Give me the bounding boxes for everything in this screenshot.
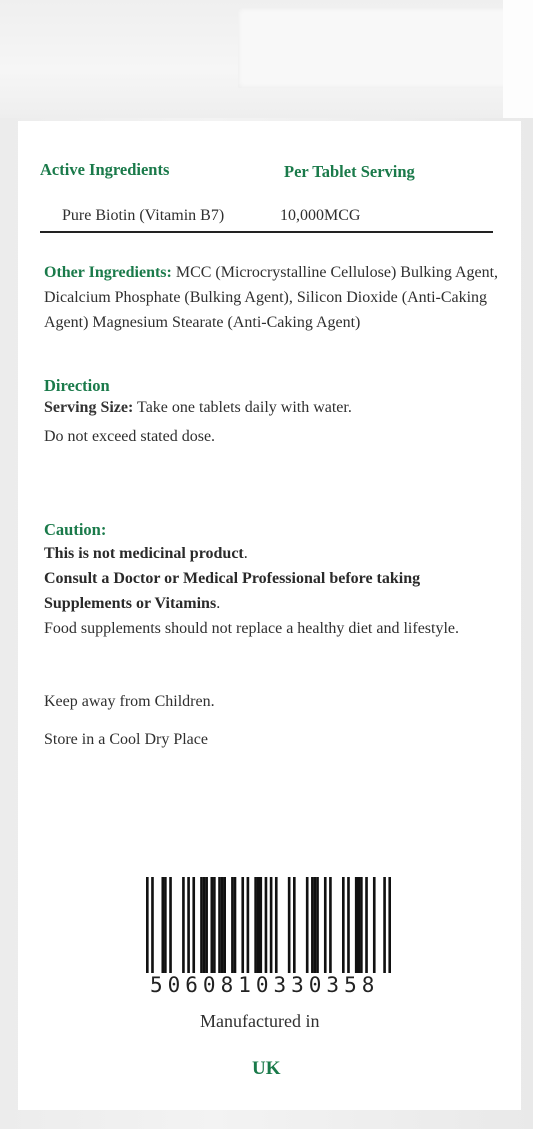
barcode-bar (169, 877, 172, 973)
barcode-bar (259, 877, 262, 973)
serving-size-label: Serving Size: (44, 399, 134, 416)
dose-warning: Do not exceed stated dose. (44, 428, 216, 445)
barcode-bar (241, 877, 244, 973)
other-ingredients-text: MCC (Microcrystalline Cellulose) Bulking Agent, Dicalcium Phosphate (Bulking Agent), Silicon Dioxide (Anti-Caking Agent) Magnesium Stearate (Anti-Caking Agent) (44, 264, 499, 331)
barcode-number: 5060810330358 (150, 973, 380, 997)
header-active-ingredients: Active Ingredients (40, 160, 170, 179)
barcode-bar (151, 877, 154, 973)
barcode-bar (257, 877, 260, 973)
barcode-bar (314, 877, 317, 973)
pouch-corner (503, 0, 533, 118)
barcode-bar (388, 877, 391, 973)
caution-line-1 (44, 545, 248, 563)
barcode-bar (270, 877, 273, 973)
barcode-bar (221, 877, 224, 973)
storage-note: Store in a Cool Dry Place (44, 731, 208, 748)
barcode-bar (311, 877, 314, 973)
barcode-bar (365, 877, 368, 973)
barcode-bar (182, 877, 185, 973)
barcode-bar (373, 877, 376, 973)
barcode-bar (146, 877, 149, 973)
barcode-bar (383, 877, 386, 973)
ingredient-amount: 10,000MCG (280, 207, 361, 224)
other-ingredients (44, 260, 506, 335)
barcode-bar (247, 877, 250, 973)
caution-line-1-tail: . (243, 545, 248, 562)
barcode-bar (218, 877, 221, 973)
other-ingredients-label: Other Ingredients: (44, 264, 172, 281)
barcode-bar (288, 877, 291, 973)
barcode-bar (316, 877, 319, 973)
barcode-bar (192, 877, 195, 973)
ingredient-name: Pure Biotin (Vitamin B7) (62, 207, 225, 224)
barcode-bar (187, 877, 190, 973)
barcode-bar (254, 877, 257, 973)
barcode-bar (329, 877, 332, 973)
table-divider (40, 231, 493, 233)
barcode-bar (213, 877, 216, 973)
barcode-bar (355, 877, 358, 973)
barcode-bar (223, 877, 226, 973)
keep-away-note: Keep away from Children. (44, 693, 215, 710)
barcode-bar (357, 877, 360, 973)
barcode-bar (200, 877, 203, 973)
barcode (146, 877, 391, 973)
barcode-bar (203, 877, 206, 973)
barcode-bar (234, 877, 237, 973)
caution-line-1-bold: This is not medicinal product (44, 545, 244, 562)
caution-heading: Caution: (44, 520, 107, 539)
header-per-tablet-serving: Per Tablet Serving (284, 162, 415, 181)
pouch-hang-tab (238, 8, 518, 88)
pouch-top-seal (0, 0, 533, 118)
caution-line-3 (44, 595, 220, 613)
barcode-bar (293, 877, 296, 973)
manufactured-in-label: Manufactured in (200, 1011, 320, 1031)
barcode-bar (265, 877, 268, 973)
caution-line-3-bold: Supplements or Vitamins (44, 595, 217, 612)
barcode-bar (275, 877, 278, 973)
barcode-bar (347, 877, 350, 973)
country-of-manufacture: UK (252, 1058, 281, 1079)
barcode-bar (231, 877, 234, 973)
direction-heading: Direction (44, 376, 110, 395)
barcode-bar (324, 877, 327, 973)
barcode-bar (205, 877, 208, 973)
barcode-bar (306, 877, 309, 973)
product-label (18, 121, 521, 1110)
barcode-bar (342, 877, 345, 973)
barcode-bar (164, 877, 167, 973)
barcode-bar (161, 877, 164, 973)
barcode-bar (210, 877, 213, 973)
caution-line-3-tail: . (216, 595, 221, 612)
food-supplement-note: Food supplements should not replace a healthy diet and lifestyle. (44, 620, 460, 637)
serving-size-text: Take one tablets daily with water. (133, 399, 352, 416)
serving-size (44, 399, 352, 417)
caution-line-2: Consult a Doctor or Medical Professional before taking (44, 570, 421, 587)
barcode-bar (360, 877, 363, 973)
